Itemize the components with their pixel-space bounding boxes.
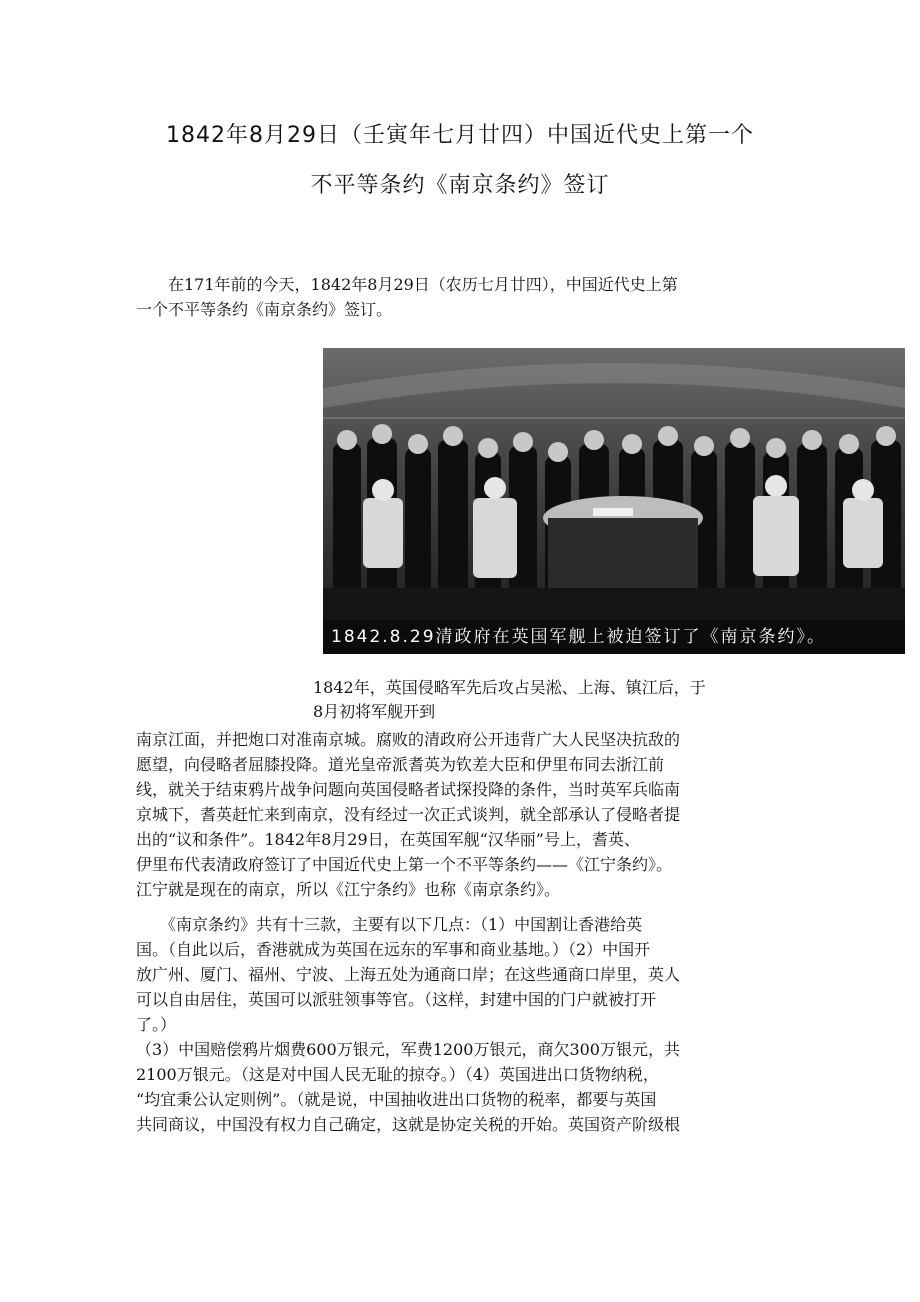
treaty-signing-photo — [323, 348, 905, 654]
page-title-line-2: 不平等条约《南京条约》签订 — [310, 173, 610, 198]
treaty-signing-scene — [323, 348, 905, 620]
body-line: 京城下，耆英赶忙来到南京，没有经过一次正式谈判，就全部承认了侵略者提 — [136, 805, 681, 824]
body-line: 愿望，向侵略者屈膝投降。道光皇帝派耆英为钦差大臣和伊里布同去浙江前 — [136, 755, 665, 774]
body-line: 国。（自此以后，香港就成为英国在远东的军事和商业基地。）（2）中国开 — [136, 940, 651, 959]
intro-paragraph — [136, 272, 796, 322]
photo-side-text — [313, 676, 773, 724]
page-title-line-1: 1842年8月29日（壬寅年七月廿四）中国近代史上第一个 — [166, 123, 754, 148]
body-line: 江宁就是现在的南京，所以《江宁条约》也称《南京条约》。 — [136, 880, 561, 899]
side-text-line: 8月初将军舰开到 — [313, 702, 436, 721]
body-line: 伊里布代表清政府签订了中国近代史上第一个不平等条约——《江宁条约》。 — [136, 855, 673, 874]
photo-caption: 1842.8.29清政府在英国军舰上被迫签订了《南京条约》。 — [323, 620, 905, 654]
body-paragraph-2 — [136, 912, 796, 1137]
body-line: 共同商议，中国没有权力自己确定，这就是协定关税的开始。英国资产阶级根 — [136, 1115, 681, 1134]
body-line: 放广州、厦门、福州、宁波、上海五处为通商口岸；在这些通商口岸里，英人 — [136, 965, 681, 984]
side-text-line: 1842年，英国侵略军先后攻占吴淞、上海、镇江后，于 — [313, 678, 706, 697]
body-line: 可以自由居住，英国可以派驻领事等官。（这样，封建中国的门户就被打开 — [136, 990, 657, 1009]
body-line: （3）中国赔偿鸦片烟费600万银元，军费1200万银元，商欠300万银元，共 — [136, 1040, 680, 1059]
body-line: 线，就关于结束鸦片战争问题向英国侵略者试探投降的条件，当时英军兵临南 — [136, 780, 681, 799]
intro-line: 一个不平等条约《南京条约》签订。 — [136, 300, 393, 319]
body-line: “均宜秉公认定则例”。（就是说，中国抽收进出口货物的税率，都要与英国 — [136, 1090, 657, 1109]
body-line: 了。） — [136, 1015, 177, 1034]
body-line: 南京江面，并把炮口对准南京城。腐败的清政府公开违背广大人民坚决抗敌的 — [136, 730, 681, 749]
body-line: 《南京条约》共有十三款，主要有以下几点：（1）中国割让香港给英 — [136, 915, 643, 934]
body-line: 出的“议和条件”。1842年8月29日，在英国军舰“汉华丽”号上，耆英、 — [136, 830, 640, 849]
body-line: 2100万银元。（这是对中国人民无耻的掠夺。）（4）英国进出口货物纳税， — [136, 1065, 659, 1084]
body-paragraph-1 — [136, 727, 796, 902]
intro-line: 在171年前的今天，1842年8月29日（农历七月廿四），中国近代史上第 — [136, 275, 678, 294]
